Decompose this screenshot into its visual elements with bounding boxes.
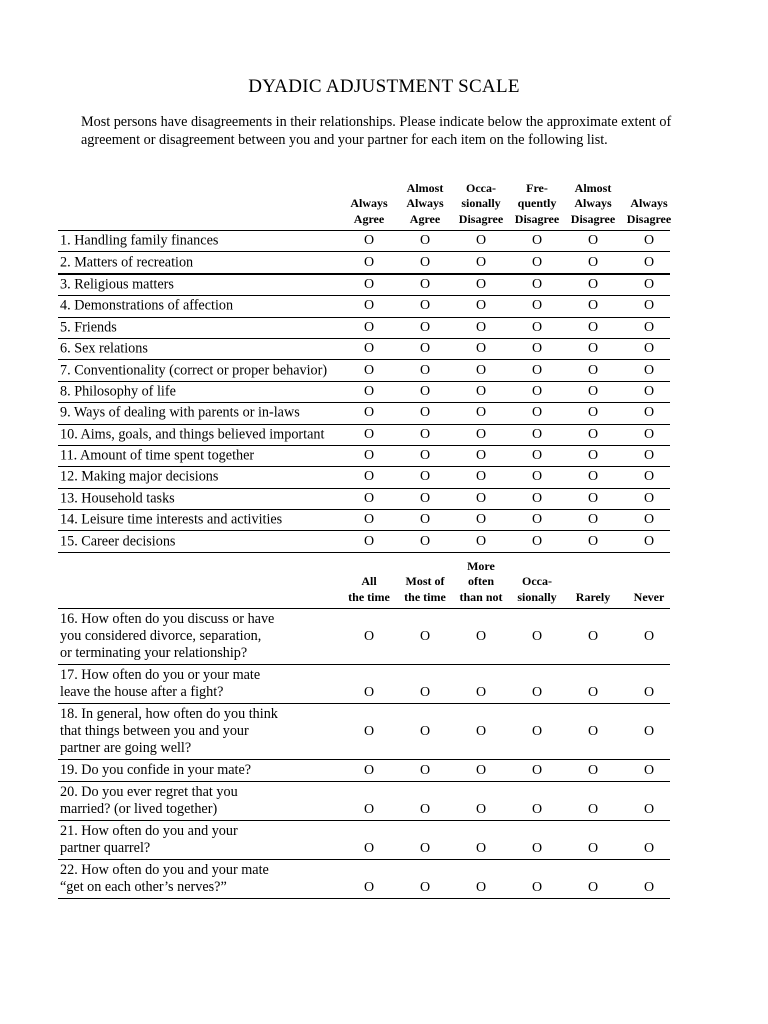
response-option[interactable]: O xyxy=(587,341,599,357)
response-option[interactable]: O xyxy=(419,723,431,739)
item-label-line: you considered divorce, separation, xyxy=(60,628,262,644)
column-header xyxy=(618,590,680,606)
column-header-line: Disagree xyxy=(458,211,504,226)
item-label-line: married? (or lived together) xyxy=(60,801,218,817)
item-label: 3. Religious matters xyxy=(60,276,174,293)
response-option[interactable]: O xyxy=(531,298,543,314)
item-label-line: 21. How often do you and your xyxy=(60,823,238,839)
table-row xyxy=(58,296,670,317)
response-option[interactable]: O xyxy=(531,841,543,856)
table-row xyxy=(58,665,670,704)
response-option[interactable]: O xyxy=(587,490,599,506)
response-option[interactable]: O xyxy=(419,628,431,644)
response-option[interactable]: O xyxy=(643,802,655,817)
column-header-line: quently xyxy=(517,196,557,210)
response-option[interactable]: O xyxy=(475,841,487,856)
response-option[interactable]: O xyxy=(587,405,599,421)
column-header xyxy=(450,181,512,228)
response-option[interactable]: O xyxy=(643,405,655,421)
response-option[interactable]: O xyxy=(587,276,599,292)
item-label: 7. Conventionality (correct or proper behavior) xyxy=(60,362,328,379)
response-option[interactable]: O xyxy=(643,254,655,270)
column-header xyxy=(506,181,568,228)
response-option[interactable]: O xyxy=(363,723,375,739)
item-label-line: 20. Do you ever regret that you xyxy=(60,784,238,800)
response-option[interactable]: O xyxy=(363,254,375,270)
response-option[interactable]: O xyxy=(363,762,375,778)
table-row xyxy=(58,760,670,782)
response-option[interactable]: O xyxy=(643,319,655,335)
response-option[interactable]: O xyxy=(363,233,375,249)
response-option[interactable]: O xyxy=(419,405,431,421)
item-label: 14. Leisure time interests and activities xyxy=(60,511,283,528)
column-header-line: sionally xyxy=(517,589,557,604)
response-option[interactable]: O xyxy=(475,341,487,357)
response-option[interactable]: O xyxy=(531,276,543,292)
response-option[interactable]: O xyxy=(363,405,375,421)
frequency-table-body xyxy=(58,608,670,899)
item-label-line: partner quarrel? xyxy=(60,840,151,856)
item-label: 9. Ways of dealing with parents or in-laws xyxy=(60,404,300,421)
response-option[interactable]: O xyxy=(531,362,543,378)
agreement-table xyxy=(58,160,670,553)
table-row xyxy=(58,782,670,821)
response-option[interactable]: O xyxy=(475,233,487,249)
response-option[interactable]: O xyxy=(643,362,655,378)
item-label: 6. Sex relations xyxy=(60,340,148,357)
table-row xyxy=(58,403,670,424)
response-option[interactable]: O xyxy=(531,512,543,528)
response-option[interactable]: O xyxy=(419,762,431,778)
column-header-line: sionally xyxy=(461,196,501,210)
response-option[interactable]: O xyxy=(419,341,431,357)
response-option[interactable]: O xyxy=(587,533,599,549)
response-option[interactable]: O xyxy=(363,426,375,442)
response-option[interactable]: O xyxy=(475,723,487,739)
item-label xyxy=(60,784,238,818)
column-header xyxy=(450,559,512,606)
response-option[interactable]: O xyxy=(419,233,431,249)
item-label: 8. Philosophy of life xyxy=(60,383,176,400)
response-option[interactable]: O xyxy=(475,802,487,817)
column-header-line: Rarely xyxy=(575,589,611,604)
response-option[interactable]: O xyxy=(531,469,543,485)
item-label: 15. Career decisions xyxy=(60,533,176,550)
response-option[interactable]: O xyxy=(587,383,599,399)
response-option[interactable]: O xyxy=(419,469,431,485)
response-option[interactable]: O xyxy=(531,319,543,335)
column-header-line: the time xyxy=(348,589,390,604)
response-option[interactable]: O xyxy=(363,448,375,464)
response-option[interactable]: O xyxy=(531,685,543,700)
response-option[interactable]: O xyxy=(643,762,655,778)
response-option[interactable]: O xyxy=(643,490,655,506)
item-label-line: 18. In general, how often do you think xyxy=(60,706,278,722)
response-option[interactable]: O xyxy=(419,512,431,528)
item-label-line: or terminating your relationship? xyxy=(60,645,248,661)
response-option[interactable]: O xyxy=(363,628,375,644)
column-header-line: Agree xyxy=(409,211,441,226)
response-option[interactable]: O xyxy=(363,802,375,817)
response-option[interactable]: O xyxy=(643,533,655,549)
response-option[interactable]: O xyxy=(531,383,543,399)
column-header-line: All xyxy=(361,574,377,588)
response-option[interactable]: O xyxy=(475,490,487,506)
item-label: 4. Demonstrations of affection xyxy=(60,297,234,314)
column-header-line: than not xyxy=(459,589,503,604)
response-option[interactable]: O xyxy=(475,512,487,528)
response-option[interactable]: O xyxy=(363,276,375,292)
column-header-line: Disagree xyxy=(514,211,560,226)
response-option[interactable]: O xyxy=(475,319,487,335)
table-row xyxy=(58,252,670,274)
column-header-line: Always xyxy=(350,196,388,210)
response-option[interactable]: O xyxy=(531,341,543,357)
frequency-header-row xyxy=(58,540,670,608)
response-option[interactable]: O xyxy=(419,802,431,817)
response-option[interactable]: O xyxy=(475,685,487,700)
column-header-line: often xyxy=(468,574,494,588)
response-option[interactable]: O xyxy=(363,685,375,700)
response-option[interactable]: O xyxy=(363,841,375,856)
response-option[interactable]: O xyxy=(419,533,431,549)
response-option[interactable]: O xyxy=(643,276,655,292)
response-option[interactable]: O xyxy=(587,426,599,442)
table-row xyxy=(58,467,670,488)
agreement-table-body xyxy=(58,230,670,553)
response-option[interactable]: O xyxy=(363,341,375,357)
response-option[interactable]: O xyxy=(419,319,431,335)
table-row xyxy=(58,510,670,531)
response-option[interactable]: O xyxy=(419,276,431,292)
column-header xyxy=(338,196,400,227)
item-label xyxy=(60,667,260,701)
column-header xyxy=(618,196,680,227)
column-header-line: Occa- xyxy=(466,180,496,195)
item-label-line: 19. Do you confide in your mate? xyxy=(60,762,252,778)
frequency-table xyxy=(58,540,670,899)
response-option[interactable]: O xyxy=(475,298,487,314)
response-option[interactable]: O xyxy=(643,341,655,357)
response-option[interactable]: O xyxy=(587,762,599,778)
response-option[interactable]: O xyxy=(643,383,655,399)
table-row xyxy=(58,704,670,760)
column-header-line: Disagree xyxy=(626,211,672,226)
column-header-line: Always xyxy=(630,196,668,210)
response-option[interactable]: O xyxy=(587,880,599,895)
column-header xyxy=(338,574,400,605)
response-option[interactable]: O xyxy=(363,880,375,895)
response-option[interactable]: O xyxy=(419,880,431,895)
response-option[interactable]: O xyxy=(587,319,599,335)
column-header xyxy=(506,574,568,605)
response-option[interactable]: O xyxy=(531,233,543,249)
response-option[interactable]: O xyxy=(419,685,431,700)
table-row xyxy=(58,318,670,339)
column-header xyxy=(562,181,624,228)
response-option[interactable]: O xyxy=(475,254,487,270)
item-label-line: “get on each other’s nerves?” xyxy=(60,879,227,895)
response-option[interactable]: O xyxy=(419,841,431,856)
response-option[interactable]: O xyxy=(643,233,655,249)
response-option[interactable]: O xyxy=(363,512,375,528)
response-option[interactable]: O xyxy=(643,469,655,485)
response-option[interactable]: O xyxy=(587,298,599,314)
agreement-header-row xyxy=(58,160,670,230)
response-option[interactable]: O xyxy=(531,490,543,506)
response-option[interactable]: O xyxy=(475,762,487,778)
item-label-line: 17. How often do you or your mate xyxy=(60,667,261,683)
response-option[interactable]: O xyxy=(419,383,431,399)
table-row xyxy=(58,275,670,296)
column-header-line: Never xyxy=(633,589,665,604)
response-option[interactable]: O xyxy=(587,469,599,485)
response-option[interactable]: O xyxy=(587,512,599,528)
response-option[interactable]: O xyxy=(587,628,599,644)
item-label xyxy=(60,611,274,662)
table-row xyxy=(58,339,670,360)
response-option[interactable]: O xyxy=(419,254,431,270)
table-row xyxy=(58,608,670,665)
response-option[interactable]: O xyxy=(475,469,487,485)
response-option[interactable]: O xyxy=(475,628,487,644)
response-option[interactable]: O xyxy=(363,319,375,335)
item-label: 1. Handling family finances xyxy=(60,232,219,249)
response-option[interactable]: O xyxy=(643,880,655,895)
column-header-line: Always xyxy=(406,196,444,210)
response-option[interactable]: O xyxy=(475,880,487,895)
response-option[interactable]: O xyxy=(363,362,375,378)
item-label xyxy=(60,862,269,896)
column-header-line: Always xyxy=(574,196,612,210)
response-option[interactable]: O xyxy=(363,490,375,506)
response-option[interactable]: O xyxy=(475,448,487,464)
response-option[interactable]: O xyxy=(419,298,431,314)
column-header-line: Almost xyxy=(574,180,612,195)
response-option[interactable]: O xyxy=(531,533,543,549)
response-option[interactable]: O xyxy=(475,405,487,421)
table-row xyxy=(58,821,670,860)
column-header-line: Disagree xyxy=(570,211,616,226)
item-label xyxy=(60,706,278,757)
table-row xyxy=(58,230,670,252)
item-label: 5. Friends xyxy=(60,319,117,336)
response-option[interactable]: O xyxy=(587,723,599,739)
response-option[interactable]: O xyxy=(643,723,655,739)
response-option[interactable]: O xyxy=(531,762,543,778)
response-option[interactable]: O xyxy=(475,362,487,378)
response-option[interactable]: O xyxy=(587,448,599,464)
column-header-line: Agree xyxy=(353,211,385,226)
response-option[interactable]: O xyxy=(587,233,599,249)
column-header-line: Occa- xyxy=(522,574,552,588)
response-option[interactable]: O xyxy=(363,383,375,399)
table-row xyxy=(58,360,670,381)
item-label xyxy=(60,762,251,779)
column-header xyxy=(394,181,456,228)
response-option[interactable]: O xyxy=(531,405,543,421)
response-option[interactable]: O xyxy=(643,685,655,700)
response-option[interactable]: O xyxy=(643,512,655,528)
item-label: 2. Matters of recreation xyxy=(60,254,194,271)
response-option[interactable]: O xyxy=(475,383,487,399)
item-label-line: 22. How often do you and your mate xyxy=(60,862,269,878)
column-header-line: the time xyxy=(404,589,446,604)
column-header-line: More xyxy=(467,558,495,573)
item-label: 12. Making major decisions xyxy=(60,468,219,485)
response-option[interactable]: O xyxy=(587,685,599,700)
response-option[interactable]: O xyxy=(363,533,375,549)
response-option[interactable]: O xyxy=(475,533,487,549)
column-header xyxy=(394,574,456,605)
response-option[interactable]: O xyxy=(643,841,655,856)
response-option[interactable]: O xyxy=(419,448,431,464)
response-option[interactable]: O xyxy=(643,448,655,464)
response-option[interactable]: O xyxy=(587,841,599,856)
item-label: 13. Household tasks xyxy=(60,490,175,507)
response-option[interactable]: O xyxy=(643,298,655,314)
response-option[interactable]: O xyxy=(419,426,431,442)
response-option[interactable]: O xyxy=(587,254,599,270)
response-option[interactable]: O xyxy=(363,469,375,485)
response-option[interactable]: O xyxy=(531,254,543,270)
response-option[interactable]: O xyxy=(531,802,543,817)
column-header-line: Fre- xyxy=(526,180,548,195)
response-option[interactable]: O xyxy=(531,426,543,442)
response-option[interactable]: O xyxy=(531,723,543,739)
table-row xyxy=(58,860,670,899)
table-row xyxy=(58,489,670,510)
response-option[interactable]: O xyxy=(531,880,543,895)
table-row xyxy=(58,425,670,446)
item-label: 11. Amount of time spent together xyxy=(60,447,255,464)
response-option[interactable]: O xyxy=(475,276,487,292)
response-option[interactable]: O xyxy=(531,628,543,644)
response-option[interactable]: O xyxy=(531,448,543,464)
response-option[interactable]: O xyxy=(475,426,487,442)
column-header xyxy=(562,590,624,606)
column-header-line: Most of xyxy=(405,574,445,588)
response-option[interactable]: O xyxy=(419,362,431,378)
instructions: Most persons have disagreements in their relationships. Please indicate below the approximate extent of agreement or disagreement between you and your partner for each item on the following list. xyxy=(81,114,672,148)
item-label xyxy=(60,823,238,857)
item-label-line: partner are going well? xyxy=(60,740,192,756)
table-row xyxy=(58,382,670,403)
response-option[interactable]: O xyxy=(587,362,599,378)
response-option[interactable]: O xyxy=(587,802,599,817)
item-label-line: leave the house after a fight? xyxy=(60,684,224,700)
table-row xyxy=(58,446,670,467)
item-label-line: that things between you and your xyxy=(60,723,249,739)
page-title: DYADIC ADJUSTMENT SCALE xyxy=(248,76,520,97)
response-option[interactable]: O xyxy=(643,426,655,442)
item-label-line: 16. How often do you discuss or have xyxy=(60,611,275,627)
response-option[interactable]: O xyxy=(419,490,431,506)
column-header-line: Almost xyxy=(406,180,444,195)
response-option[interactable]: O xyxy=(363,298,375,314)
response-option[interactable]: O xyxy=(643,628,655,644)
item-label: 10. Aims, goals, and things believed important xyxy=(60,426,325,443)
